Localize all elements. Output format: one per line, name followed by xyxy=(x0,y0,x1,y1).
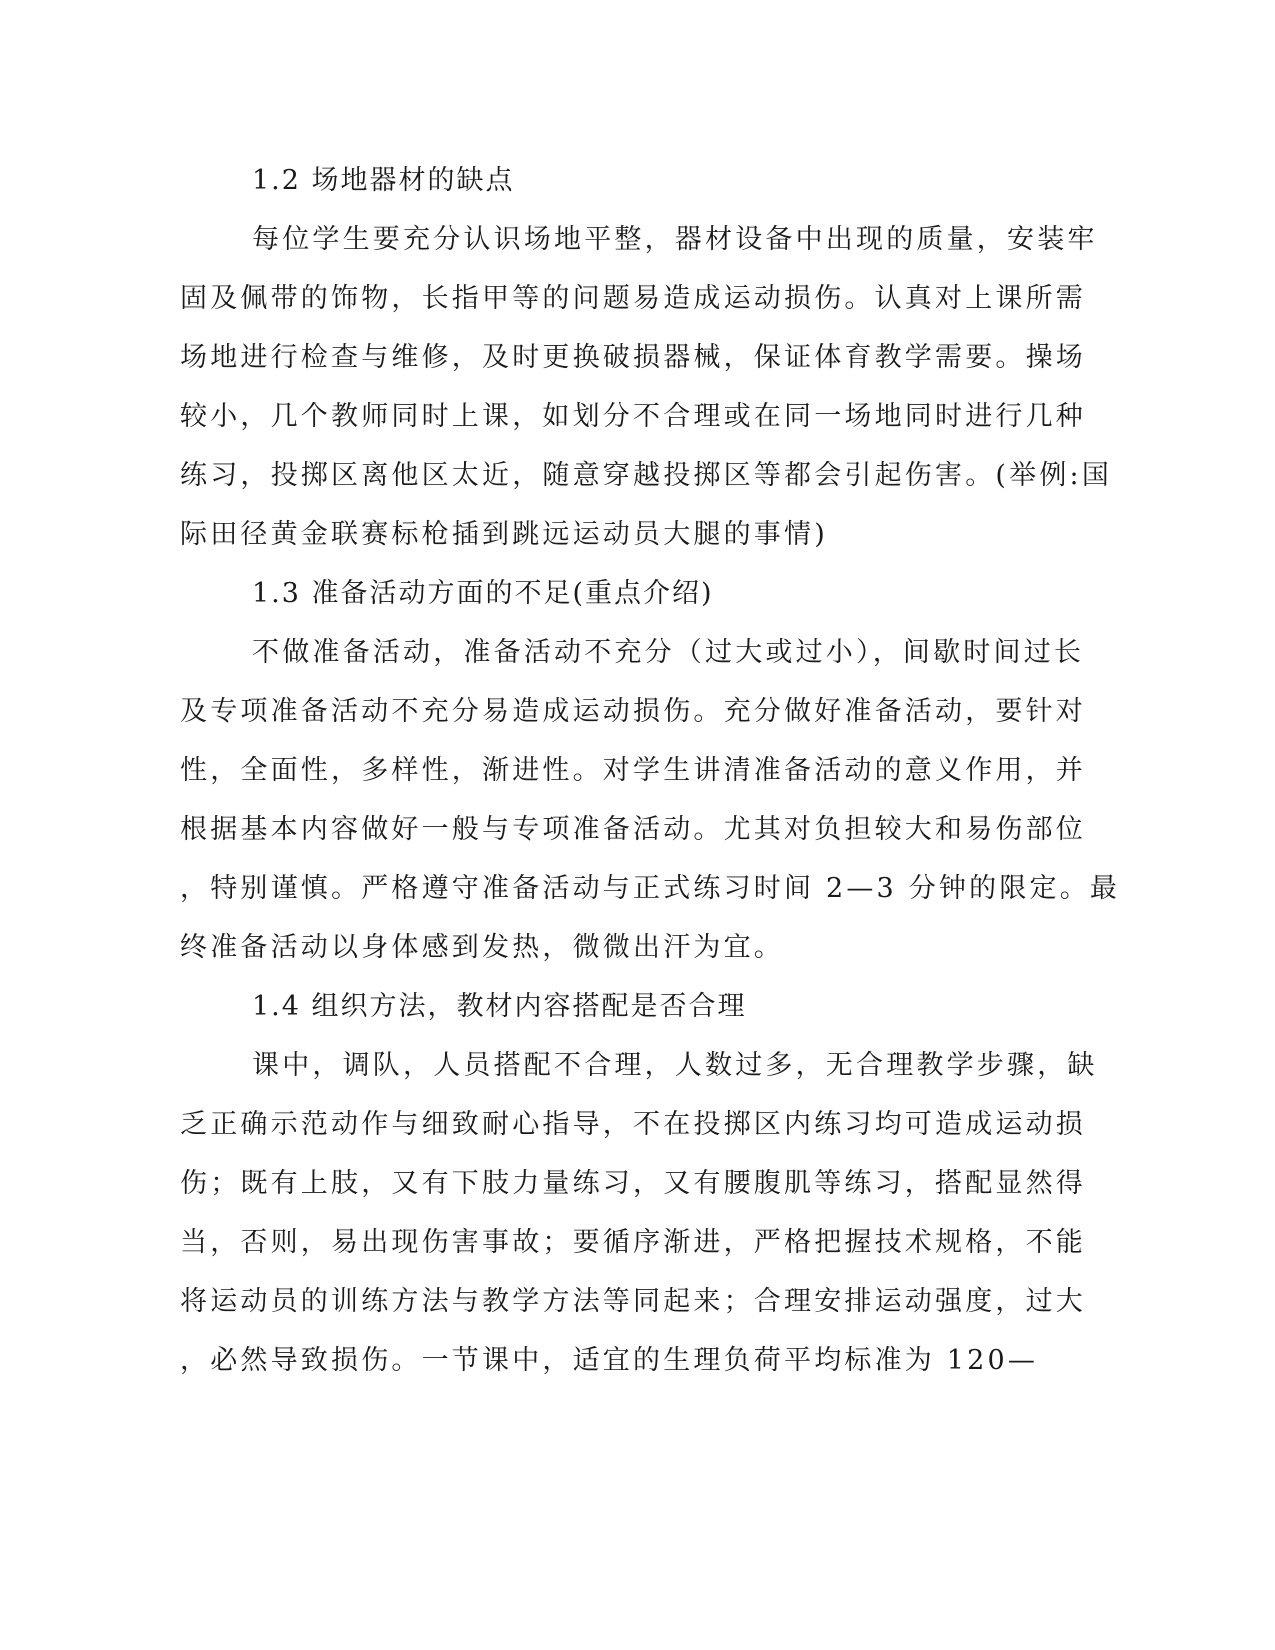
paragraph-line: 性，全面性，多样性，渐进性。对学生讲清准备活动的意义作用，并 xyxy=(180,755,1086,786)
paragraph-line: 场地进行检查与维修，及时更换破损器械，保证体育教学需要。操场 xyxy=(180,342,1086,373)
section-heading-1-4: 1.4 组织方法，教材内容搭配是否合理 xyxy=(252,991,747,1022)
paragraph-line: 课中，调队，人员搭配不合理，人数过多，无合理教学步骤，缺 xyxy=(252,1050,1098,1081)
paragraph-line: 不做准备活动，准备活动不充分（过大或过小），间歇时间过长 xyxy=(252,637,1085,668)
paragraph-line: 根据基本内容做好一般与专项准备活动。尤其对负担较大和易伤部位 xyxy=(180,814,1086,845)
section-heading-1-3: 1.3 准备活动方面的不足(重点介绍) xyxy=(252,578,714,609)
section-heading-1-2: 1.2 场地器材的缺点 xyxy=(252,165,515,196)
paragraph-line: 当，否则，易出现伤害事故；要循序渐进，严格把握技术规格，不能 xyxy=(180,1227,1086,1258)
paragraph-line: 练习，投掷区离他区太近，随意穿越投掷区等都会引起伤害。(举例:国 xyxy=(180,460,1113,491)
paragraph-line: 伤；既有上肢，又有下肢力量练习，又有腰腹肌等练习，搭配显然得 xyxy=(180,1168,1086,1199)
paragraph-line: 及专项准备活动不充分易造成运动损伤。充分做好准备活动，要针对 xyxy=(180,696,1086,727)
paragraph-line: 较小，几个教师同时上课，如划分不合理或在同一场地同时进行几种 xyxy=(180,401,1086,432)
paragraph-line: 每位学生要充分认识场地平整，器材设备中出现的质量，安装牢 xyxy=(252,224,1098,255)
paragraph-line: ，特别谨慎。严格遵守准备活动与正式练习时间 2—3 分钟的限定。最 xyxy=(180,873,1121,904)
paragraph-line: 际田径黄金联赛标枪插到跳远运动员大腿的事情) xyxy=(180,519,828,550)
paragraph-line: ，必然导致损伤。一节课中，适宜的生理负荷平均标准为 120— xyxy=(180,1345,1039,1376)
paragraph-line: 将运动员的训练方法与教学方法等同起来；合理安排运动强度，过大 xyxy=(180,1286,1086,1317)
paragraph-line: 终准备活动以身体感到发热，微微出汗为宜。 xyxy=(180,932,784,963)
paragraph-line: 固及佩带的饰物，长指甲等的问题易造成运动损伤。认真对上课所需 xyxy=(180,283,1086,314)
paragraph-line: 乏正确示范动作与细致耐心指导，不在投掷区内练习均可造成运动损 xyxy=(180,1109,1086,1140)
